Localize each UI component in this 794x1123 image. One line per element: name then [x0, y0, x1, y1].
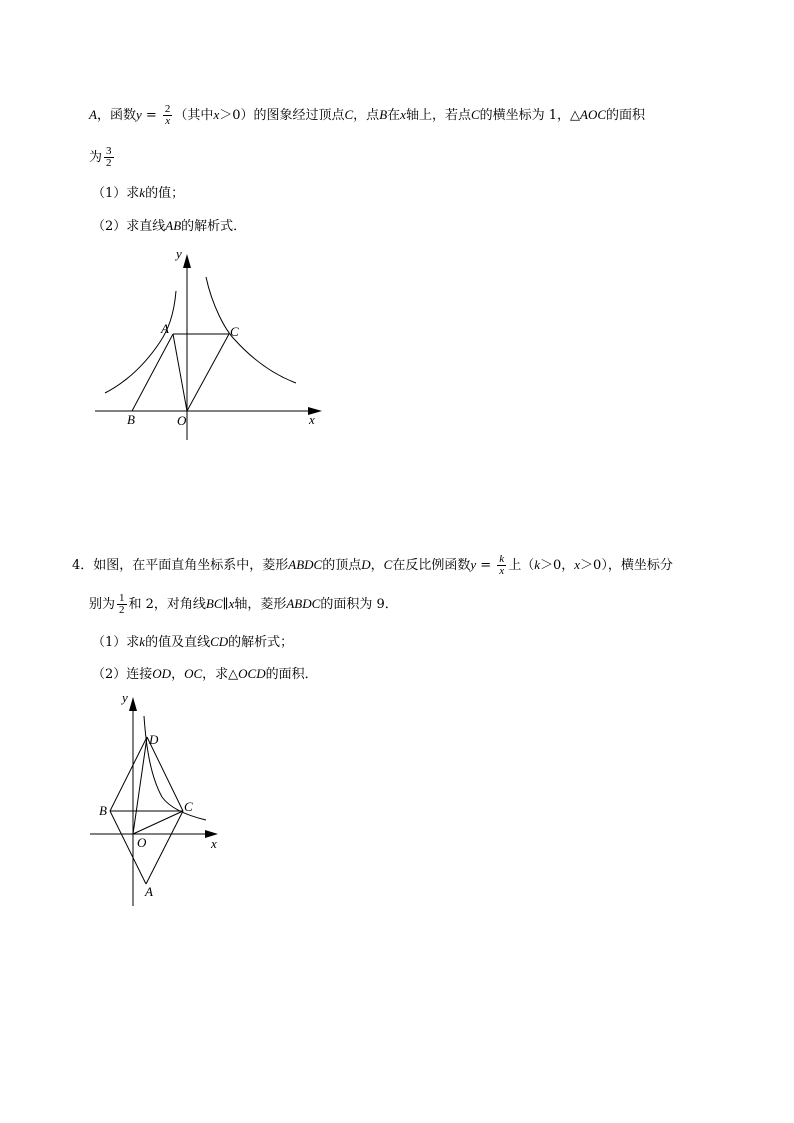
segment-CA: [146, 811, 183, 884]
var: x: [228, 596, 235, 611]
text: （2）求直线: [92, 219, 166, 234]
label-B: B: [99, 803, 107, 818]
text: （2）连接: [92, 667, 153, 682]
label-D: D: [149, 732, 159, 747]
text: ，点: [353, 108, 380, 123]
var: OD: [152, 666, 172, 681]
text: ，函数: [96, 108, 136, 123]
text: 的面积．: [265, 667, 318, 682]
text: ∥: [222, 597, 229, 612]
label-B: B: [127, 412, 135, 427]
var: k: [139, 634, 146, 649]
var: OC: [184, 666, 203, 681]
var: x: [574, 557, 581, 572]
y-axis-arrow: [129, 697, 137, 711]
text: ＞0，: [539, 558, 575, 573]
var: k: [139, 185, 146, 200]
var: D: [361, 557, 371, 572]
numerator: 3: [106, 145, 112, 157]
var: A: [89, 107, 97, 122]
var: x: [213, 107, 220, 122]
label-x: x: [211, 836, 217, 851]
text: 轴，菱形: [234, 597, 287, 612]
text: 在反比例函数: [392, 558, 471, 573]
var: k: [534, 557, 540, 572]
var: C: [344, 107, 354, 122]
text: 在: [387, 108, 401, 123]
text: （1）求: [92, 635, 140, 650]
text: 的解析式．: [181, 219, 247, 234]
text: ，: [171, 667, 185, 682]
text: =: [476, 558, 496, 573]
var: ABDC: [286, 596, 321, 611]
text: 4．如图，在平面直角坐标系中，菱形: [72, 558, 289, 573]
var: ABDC: [288, 557, 323, 572]
var: BC: [205, 596, 223, 611]
var: y: [470, 557, 477, 572]
text: 的顶点: [322, 558, 362, 573]
var: C: [470, 107, 480, 122]
var: AOC: [580, 107, 607, 122]
label-y: y: [176, 246, 182, 261]
var: x: [165, 115, 171, 127]
numerator: 1: [119, 592, 125, 604]
var: x: [400, 107, 406, 122]
text: 的横坐标为 1，△: [479, 108, 581, 123]
label-A: A: [145, 884, 153, 899]
text: 的值；: [145, 186, 185, 201]
text: 的值及直线: [145, 635, 211, 650]
text: 和 2，对角线: [128, 597, 206, 612]
label-O: O: [177, 413, 187, 428]
text: ＞0）的图象经过顶点: [219, 108, 345, 123]
label-C: C: [184, 799, 193, 814]
label-C: C: [230, 324, 239, 339]
denominator: 2: [106, 157, 112, 169]
text: 为: [89, 150, 103, 165]
label-A: A: [161, 321, 169, 336]
text: （1）求: [92, 186, 140, 201]
var: B: [379, 107, 388, 122]
var: x: [499, 565, 505, 577]
numerator: 2: [164, 103, 171, 115]
denominator: 2: [119, 604, 125, 616]
label-x: x: [309, 412, 315, 427]
var: k: [499, 553, 505, 565]
text: 的面积为 9．: [320, 597, 398, 612]
text: ，求△: [202, 667, 239, 682]
text: 的面积: [606, 108, 646, 123]
text: =: [141, 108, 161, 123]
var: CD: [210, 634, 229, 649]
var: OCD: [238, 666, 266, 681]
text: 上（: [508, 558, 535, 573]
text: ＞0），横坐标分: [580, 558, 673, 573]
var: y: [135, 107, 142, 122]
var: C: [383, 557, 393, 572]
text: ，: [370, 558, 384, 573]
text: （其中: [174, 108, 214, 123]
label-O: O: [137, 835, 147, 850]
text: 别为: [89, 597, 116, 612]
text: 轴上，若点: [405, 108, 471, 123]
text: 的解析式；: [228, 635, 294, 650]
label-y: y: [122, 690, 128, 705]
segment-OC: [133, 811, 183, 834]
var: AB: [165, 218, 182, 233]
